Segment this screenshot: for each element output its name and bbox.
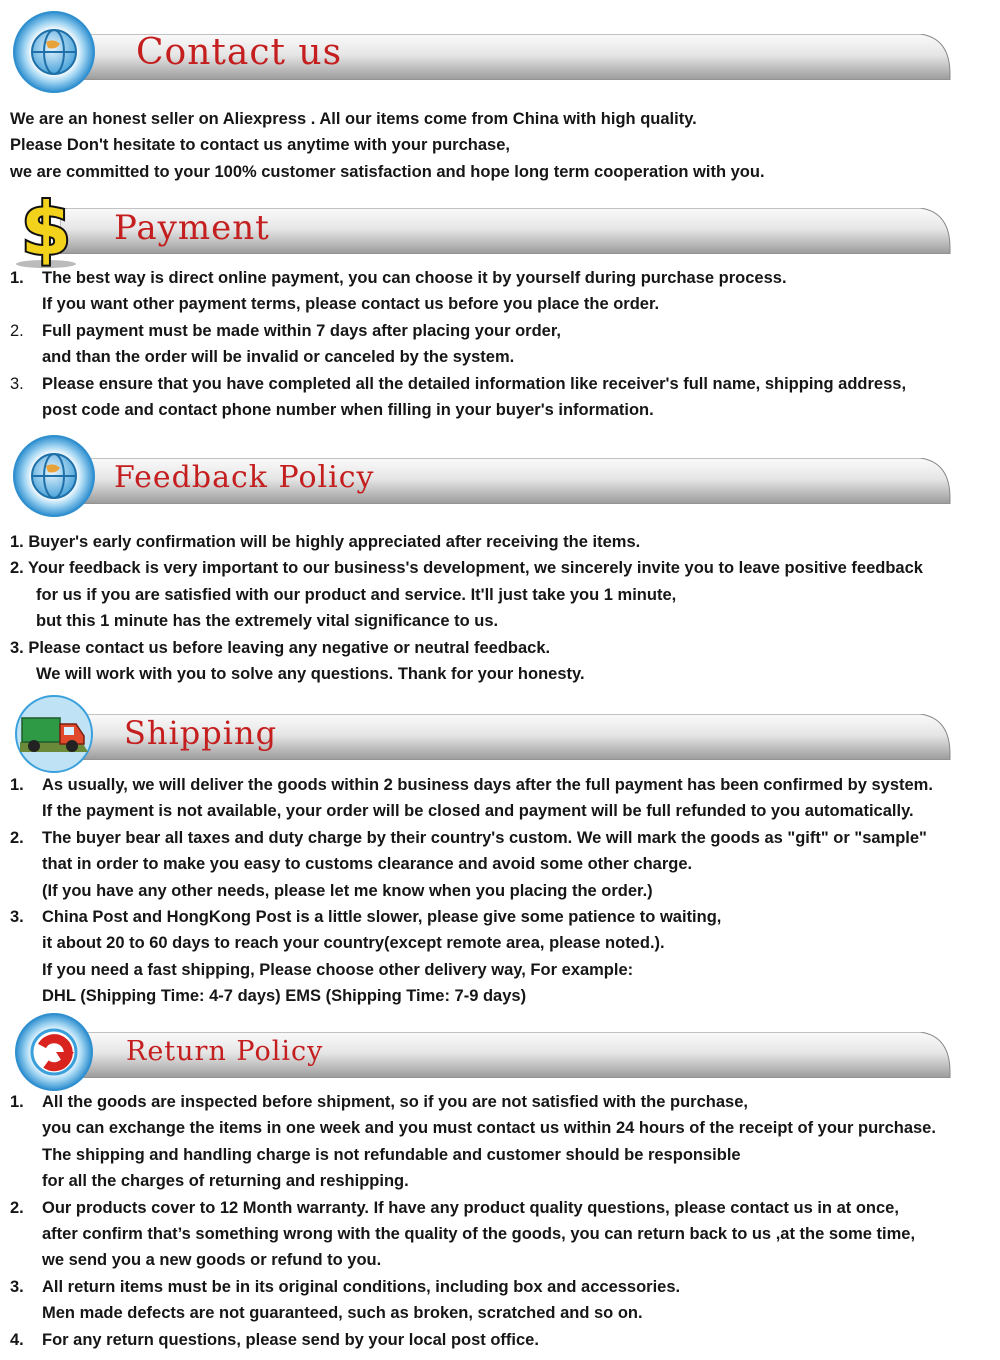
list-item	[0, 904, 1000, 1010]
item-line: Full payment must be made within 7 days after placing your order,	[42, 321, 561, 340]
item-number: 3.	[10, 374, 24, 393]
list-item	[0, 371, 1000, 424]
shipping-header	[0, 690, 1000, 770]
item-line: DHL (Shipping Time: 4-7 days) EMS (Shipping Time: 7-9 days)	[42, 987, 527, 1006]
shipping-list	[0, 772, 1000, 1010]
item-line: If the payment is not available, your order will be closed and payment will be full refunded to you automatically.	[42, 802, 914, 821]
globe-icon	[12, 434, 96, 518]
item-line: and than the order will be invalid or canceled by the system.	[42, 348, 515, 367]
list-item	[0, 265, 1000, 318]
item-line: we send you a new goods or refund to you.	[42, 1251, 382, 1270]
shipping-title: Shipping	[124, 714, 278, 752]
item-line: you can exchange the items in one week and you must contact us within 24 hours of the receipt of your purchase.	[42, 1119, 936, 1138]
dollar-icon	[8, 186, 92, 270]
item-line: that in order to make you easy to customs clearance and avoid some other charge.	[42, 855, 693, 874]
item-number: 3.	[10, 1277, 24, 1296]
item-number: 3.	[10, 907, 24, 926]
item-line: it about 20 to 60 days to reach your country(except remote area, please noted.).	[42, 934, 665, 953]
item-line: (If you have any other needs, please let me know when you placing the order.)	[42, 881, 653, 900]
contact-line: We are an honest seller on Aliexpress . All our items come from China with high quality.	[10, 110, 697, 128]
item-line: for all the charges of returning and reshipping.	[42, 1172, 409, 1191]
list-item	[0, 1274, 1000, 1327]
item-number: 2.	[10, 1198, 24, 1217]
item-line: As usually, we will deliver the goods within 2 business days after the full payment has been confirmed by system.	[42, 776, 933, 794]
item-line: Please ensure that you have completed all the detailed information like receiver's full name, shipping address,	[42, 374, 907, 393]
list-item	[0, 772, 1000, 825]
payment-list	[0, 265, 1000, 423]
item-line: The shipping and handling charge is not refundable and customer should be responsible	[42, 1145, 741, 1164]
item-number: 2.	[10, 321, 24, 340]
return-list	[0, 1089, 1000, 1353]
item-line: China Post and HongKong Post is a little slower, please give some patience to waiting,	[42, 907, 722, 926]
feedback-line: 3. Please contact us before leaving any negative or neutral feedback.	[10, 638, 551, 657]
item-line: after confirm that’s something wrong with the quality of the goods, you can return back to us ,at the some time,	[42, 1224, 916, 1243]
item-line: All return items must be in its original conditions, including box and accessories.	[42, 1277, 681, 1296]
feedback-header	[0, 432, 1000, 512]
feedback-line: We will work with you to solve any questions. Thank for your honesty.	[36, 664, 585, 683]
globe-icon	[12, 10, 96, 94]
list-item	[0, 1195, 1000, 1274]
return-title: Return Policy	[126, 1036, 324, 1067]
list-item	[0, 318, 1000, 371]
item-line: If you need a fast shipping, Please choose other delivery way, For example:	[42, 960, 634, 979]
contact-line: we are committed to your 100% customer satisfaction and hope long term cooperation with you.	[10, 162, 765, 181]
feedback-line: but this 1 minute has the extremely vital significance to us.	[36, 612, 499, 631]
contact-title: Contact us	[136, 32, 343, 73]
item-line: The buyer bear all taxes and duty charge by their country's custom. We will mark the goods as "gift" or "sample"	[42, 828, 927, 847]
item-number: 1.	[10, 776, 24, 794]
feedback-line: for us if you are satisfied with our product and service. It'll just take you 1 minute,	[36, 585, 677, 604]
payment-title: Payment	[114, 208, 270, 248]
return-header	[0, 1008, 1000, 1088]
item-line: Men made defects are not guaranteed, such as broken, scratched and so on.	[42, 1304, 643, 1323]
feedback-title: Feedback Policy	[114, 460, 375, 495]
return-arrow-icon	[12, 1010, 96, 1094]
item-line: Our products cover to 12 Month warranty. If have any product quality questions, please contact us in at once,	[42, 1198, 899, 1217]
item-number: 1.	[10, 1093, 24, 1111]
list-item	[0, 1327, 1000, 1353]
feedback-text	[0, 529, 1000, 687]
contact-header	[0, 8, 1000, 88]
contact-line: Please Don't hesitate to contact us anytime with your purchase,	[10, 136, 510, 155]
payment-header	[0, 186, 1000, 270]
item-line: For any return questions, please send by your local post office.	[42, 1330, 539, 1349]
truck-icon	[12, 692, 96, 776]
item-number: 4.	[10, 1330, 24, 1349]
item-number: 1.	[10, 269, 24, 287]
item-line: If you want other payment terms, please contact us before you place the order.	[42, 295, 660, 314]
list-item	[0, 825, 1000, 904]
list-item	[0, 1089, 1000, 1195]
svg-text:$: $	[20, 187, 72, 270]
item-number: 2.	[10, 828, 24, 847]
feedback-line: 2. Your feedback is very important to our business's development, we sincerely invite you to leave positive feedback	[10, 559, 923, 578]
contact-text	[0, 106, 1000, 185]
item-line: The best way is direct online payment, you can choose it by yourself during purchase process.	[42, 269, 787, 287]
item-line: post code and contact phone number when filling in your buyer's information.	[42, 400, 654, 419]
feedback-line: 1. Buyer's early confirmation will be highly appreciated after receiving the items.	[10, 533, 641, 551]
item-line: All the goods are inspected before shipment, so if you are not satisfied with the purchase,	[42, 1093, 748, 1111]
